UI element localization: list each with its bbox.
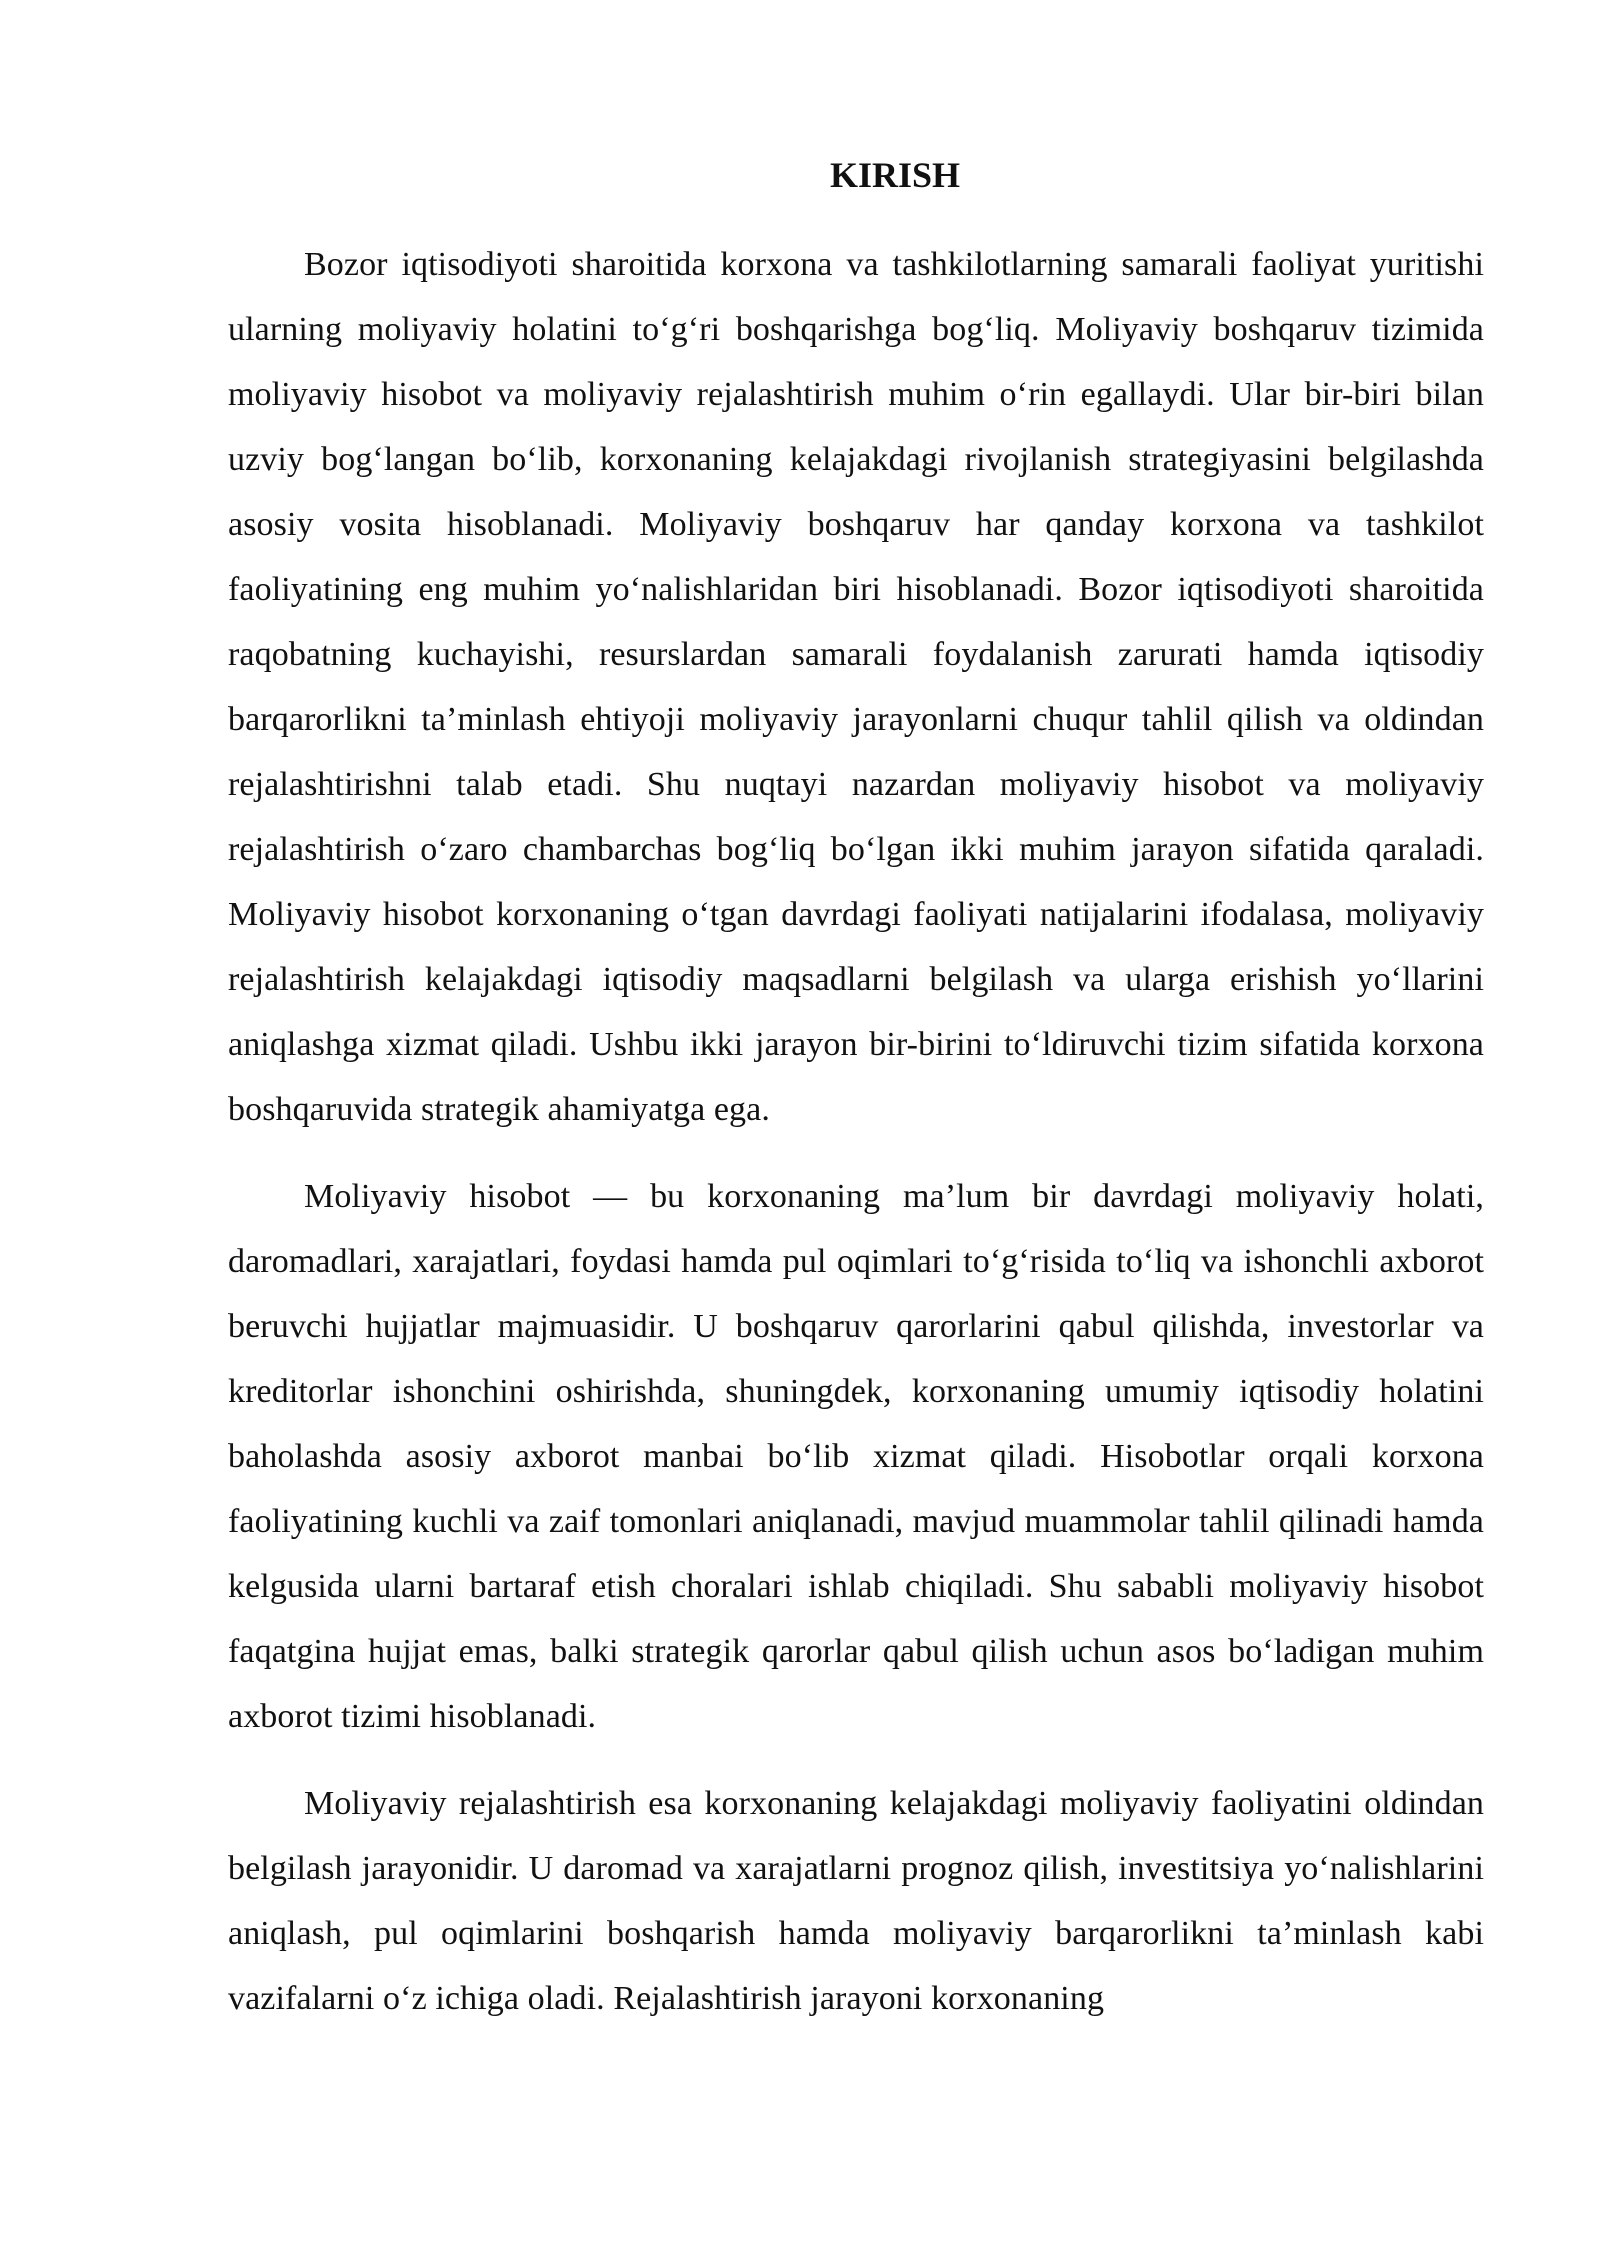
document-body [228,232,1484,2053]
paragraph-2: Moliyaviy hisobot — bu korxonaning ma’lum bir davrdagi moliyaviy holati, daromadlari, xarajatlari, foydasi hamda pul oqimlari to‘g‘risida to‘liq va ishonchli axborot beruvchi hujjatlar majmuasidir. U boshqaruv qarorlarini qabul qilishda, investorlar va kreditorlar ishonchini oshirishda, shuningdek, korxonaning umumiy iqtisodiy holatini baholashda asosiy axborot manbai bo‘lib xizmat qiladi. Hisobotlar orqali korxona faoliyatining kuchli va zaif tomonlari aniqlanadi, mavjud muammolar tahlil qilinadi hamda kelgusida ularni bartaraf etish choralari ishlab chiqiladi. Shu sababli moliyaviy hisobot faqatgina hujjat emas, balki strategik qarorlar qabul qilish uchun asos bo‘ladigan muhim axborot tizimi hisoblanadi. [228,1178,1484,1735]
paragraph-3: Moliyaviy rejalashtirish esa korxonaning kelajakdagi moliyaviy faoliyatini oldindan belgilash jarayonidir. U daromad va xarajatlarni prognoz qilish, investitsiya yo‘nalishlarini aniqlash, pul oqimlarini boshqarish hamda moliyaviy barqarorlikni ta’minlash kabi vazifalarni o‘z ichiga oladi. Rejalashtirish jarayoni korxonaning [228,1785,1484,2017]
paragraph-1: Bozor iqtisodiyoti sharoitida korxona va tashkilotlarning samarali faoliyat yuritishi ularning moliyaviy holatini to‘g‘ri boshqarishga bog‘liq. Moliyaviy boshqaruv tizimida moliyaviy hisobot va moliyaviy rejalashtirish muhim o‘rin egallaydi. Ular bir-biri bilan uzviy bog‘langan bo‘lib, korxonaning kelajakdagi rivojlanish strategiyasini belgilashda asosiy vosita hisoblanadi. Moliyaviy boshqaruv har qanday korxona va tashkilot faoliyatining eng muhim yo‘nalishlaridan biri hisoblanadi. Bozor iqtisodiyoti sharoitida raqobatning kuchayishi, resurslardan samarali foydalanish zarurati hamda iqtisodiy barqarorlikni ta’minlash ehtiyoji moliyaviy jarayonlarni chuqur tahlil qilish va oldindan rejalashtirishni talab etadi. Shu nuqtayi nazardan moliyaviy hisobot va moliyaviy rejalashtirish o‘zaro chambarchas bog‘liq bo‘lgan ikki muhim jarayon sifatida qaraladi. Moliyaviy hisobot korxonaning o‘tgan davrdagi faoliyati natijalarini ifodalasa, moliyaviy rejalashtirish kelajakdagi iqtisodiy maqsadlarni belgilash va ularga erishish yo‘llarini aniqlashga xizmat qiladi. Ushbu ikki jarayon bir-birini to‘ldiruvchi tizim sifatida korxona boshqaruvida strategik ahamiyatga ega. [228,246,1484,1128]
page-title: KIRISH [829,155,961,195]
